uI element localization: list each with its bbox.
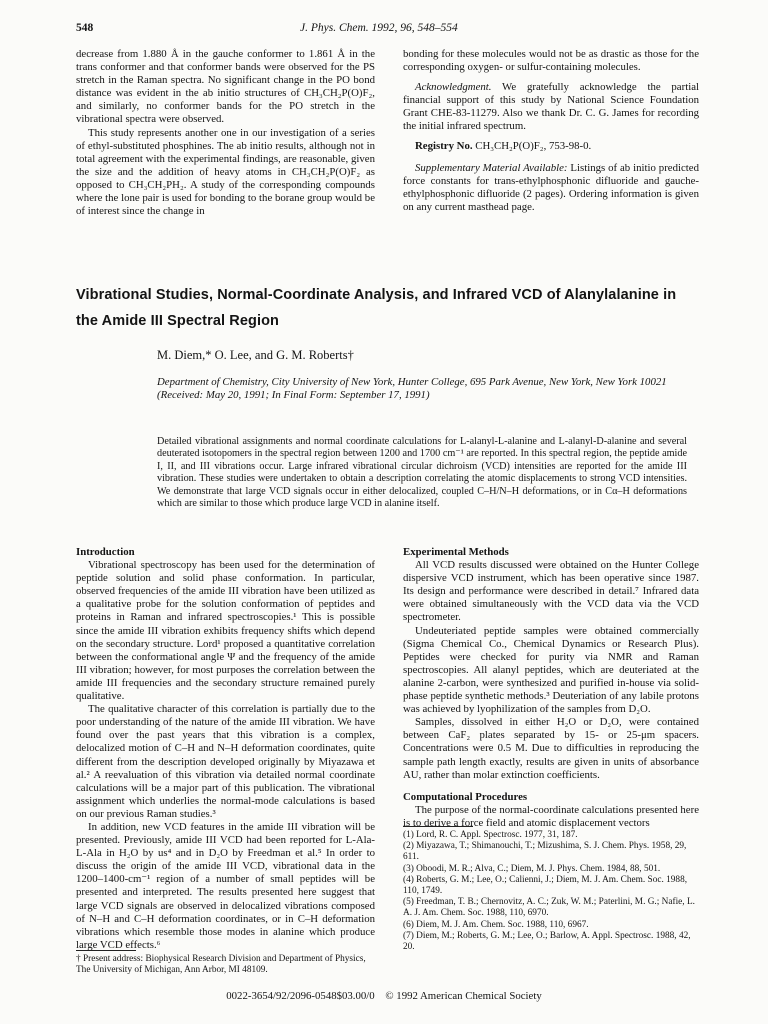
introduction-heading: Introduction xyxy=(76,546,135,558)
acknowledgment-paragraph xyxy=(403,81,699,133)
supplementary-label: Supplementary Material Available: xyxy=(415,161,568,174)
footnote-rule xyxy=(76,950,136,951)
exp-paragraph-3: Samples, dissolved in either H₂O or D₂O, were contained between CaF₂ plates separated by 15- or 25-μm spacers. Concentrations were 0.5 M. Due to difficulties in reproducing the sample path length exactly, results are given in units of absorbance AU, rather than molar extinction coefficients. xyxy=(403,716,699,781)
article-title: Vibrational Studies, Normal-Coordinate Analysis, and Infrared VCD of Alanylalanine in the Amide III Spectral Region xyxy=(76,287,677,329)
footer-code: 0022-3654/92/2096-0548$03.00/0 xyxy=(226,990,375,1002)
intro-paragraph-1: Vibrational spectroscopy has been used for the determination of peptide solution and solid phase conformation. In particular, observed frequencies of the amide III vibration have been utilized as a qualitative probe for the solution conformation of peptides and proteins in Raman and infrared spectroscopies.¹ This is possible since the amide III vibration exhibits frequency shifts which depend on the secondary structure. Lord¹ proposed a quantitative correlation between the conformational angle Ψ and the frequency of the amide III vibration; however, for most purposes the correlation between the amide III frequencies and the secondary structure remained purely qualitative. xyxy=(76,559,375,703)
reference-item: (2) Miyazawa, T.; Shimanouchi, T.; Mizushima, S. J. Chem. Phys. 1958, 29, 611. xyxy=(403,841,687,863)
registry-label: Registry No. xyxy=(415,139,473,152)
body-right-column xyxy=(403,546,699,830)
exp-paragraph-1: All VCD results discussed were obtained on the Hunter College dispersive VCD instrument, which has been operative since 1987. Its design and performance were described in detail.⁷ Infrared data were obtained simultaneously with the VCD data via the VCD spectrometer. xyxy=(403,559,699,624)
computational-heading: Computational Procedures xyxy=(403,790,528,803)
prev-left-paragraph-2: This study represents another one in our investigation of a series of ethyl-substituted phosphines. The ab initio results, although not in total agreement with the experimental findings, are reasonable, given the size and the addition of heavy atoms in CH₃CH₂P(O)F₂ as opposed to CH₃CH₂PH₂. A study of the corresponding compounds where the lone pair is used for bonding to the borane group would be of interest since the change in xyxy=(76,126,375,218)
reference-item: (7) Diem, M.; Roberts, G. M.; Lee, O.; Barlow, A. Appl. Spectrosc. 1988, 42, 20. xyxy=(403,930,691,953)
prev-article-right-column xyxy=(403,48,699,214)
page-number: 548 xyxy=(76,22,94,34)
acknowledgment-label: Acknowledgment. xyxy=(415,81,492,94)
experimental-heading: Experimental Methods xyxy=(403,546,509,558)
body-left-column xyxy=(76,546,375,952)
registry-paragraph xyxy=(403,140,699,153)
article-affiliation: Department of Chemistry, City University of New York, Hunter College, 695 Park Avenue, New York, New York 10021 (Received: May 20, 1991; In Final Form: September 17, 1991) xyxy=(157,376,667,401)
reference-item: (3) Oboodi, M. R.; Alva, C.; Diem, M. J. Phys. Chem. 1984, 88, 501. xyxy=(403,863,661,874)
journal-header: J. Phys. Chem. 1992, 96, 548–554 xyxy=(300,22,458,34)
page-footer xyxy=(0,990,768,1002)
intro-paragraph-2: The qualitative character of this correlation is partially due to the poor understanding of the nature of the amide III vibration. We have found over the past years that this vibration is a complex, delocalized motion of C–H and N–H deformation coordinates, quite different from the description developed originally by Miyazawa et al.² A reevaluation of this vibration via detailed normal coordinate calculations will be a major part of this publication. The vibrational assignment which underlies the normal-mode calculations is based on our previous Raman studies.³ xyxy=(76,703,375,820)
references-rule xyxy=(403,826,473,827)
prev-right-paragraph-1: bonding for these molecules would not be as drastic as those for the corresponding oxygen- or sulfur-containing molecules. xyxy=(403,48,699,74)
intro-paragraph-3: In addition, new VCD features in the amide III vibration will be presented. Previously, amide III VCD had been reported for L-Ala-L-Ala in H₂O by us⁴ and in D₂O by Freedman et al.⁵ In order to discuss the origin of the amide III VCD, vibrational data in the 1200–1400-cm⁻¹ region of a number of small peptides will be presented and interpreted. The results presented here suggest that large VCD signals are observed in delocalized vibrations composed of N–H and C–H deformation coordinates, or in C–H deformation vibrations which resemble those modes in alanine which produce large VCD effects.⁶ xyxy=(76,820,375,951)
prev-article-left-column xyxy=(76,48,375,218)
footer-copyright: © 1992 American Chemical Society xyxy=(385,990,542,1002)
reference-item: (5) Freedman, T. B.; Chernovitz, A. C.; Zuk, W. M.; Paterlini, M. G.; Nafie, L. A. J. Am. Chem. Soc. 1988, 110, 6970. xyxy=(403,897,695,919)
article-authors: M. Diem,* O. Lee, and G. M. Roberts† xyxy=(157,348,354,362)
references-list xyxy=(403,830,699,953)
supplementary-paragraph xyxy=(403,162,699,214)
acknowledgment-text: We gratefully acknowledge the partial financial support of this study by National Science Foundation Grant CHE-83-11279. Also we thank Dr. C. G. James for recording the initial infrared spectrum. xyxy=(403,81,699,133)
exp-paragraph-2: Undeuteriated peptide samples were obtained commercially (Sigma Chemical Co., Chemical Dynamics or Research Plus). Peptides were checked for purity via NMR and Raman spectroscopies. All alanyl peptides, which are deuteriated at the alanine 2-carbon, were synthesized and purified in-house via solid-phase peptide synthetic methods.³ Deuteriation of any labile protons was achieved by lyophilization of the samples from D₂O. xyxy=(403,624,699,716)
reference-item: (6) Diem, M. J. Am. Chem. Soc. 1988, 110, 6967. xyxy=(403,919,589,930)
supplementary-text: Listings of ab initio predicted force constants for trans-ethylphosphonic difluoride and gauche-ethylphosphonic difluoride (2 pages). Ordering information is given on any current masthead page. xyxy=(403,161,699,213)
article-abstract: Detailed vibrational assignments and normal coordinate calculations for L-alanyl-L-alanine and L-alanyl-D-alanine and several deuterated isotopomers in the spectral region between 1200 and 1700 cm⁻¹ are reported. In this spectral region, the peptide amide I, II, and III vibrations occur. Large infrared vibrational circular dichroism (VCD) intensities are reported for the amide III vibration. These studies were undertaken to obtain a description correlating the atomic displacements to strong VCD intensities. We demonstrate that large VCD signals occur in either delocalized, coupled C–H/N–H deformations, or in Cα–H deformations which are similar to those which produce large VCD in alanine itself. xyxy=(157,436,687,510)
comp-paragraph-1: The purpose of the normal-coordinate calculations presented here is to derive a force field and atomic displacement vectors xyxy=(403,803,699,829)
reference-item: (1) Lord, R. C. Appl. Spectrosc. 1977, 31, 187. xyxy=(403,830,578,840)
prev-left-paragraph-1: decrease from 1.880 Å in the gauche conformer to 1.861 Å in the trans conformer and that conformer bands were observed for the PS stretch in the Raman spectra. No significant change in the PO bond distance was evident in the ab initio structures of CH₃CH₂P(O)F₂, and similarly, no conformer bands for the PO stretch in the vibrational spectra were observed. xyxy=(76,48,375,126)
author-footnote: † Present address: Biophysical Research Division and Department of Physics, The University of Michigan, Ann Arbor, MI 48109. xyxy=(76,954,366,975)
reference-item: (4) Roberts, G. M.; Lee, O.; Calienni, J.; Diem, M. J. Am. Chem. Soc. 1988, 110, 1749. xyxy=(403,874,688,897)
registry-text: CH₃CH₂P(O)F₂, 753-98-0. xyxy=(472,139,592,152)
